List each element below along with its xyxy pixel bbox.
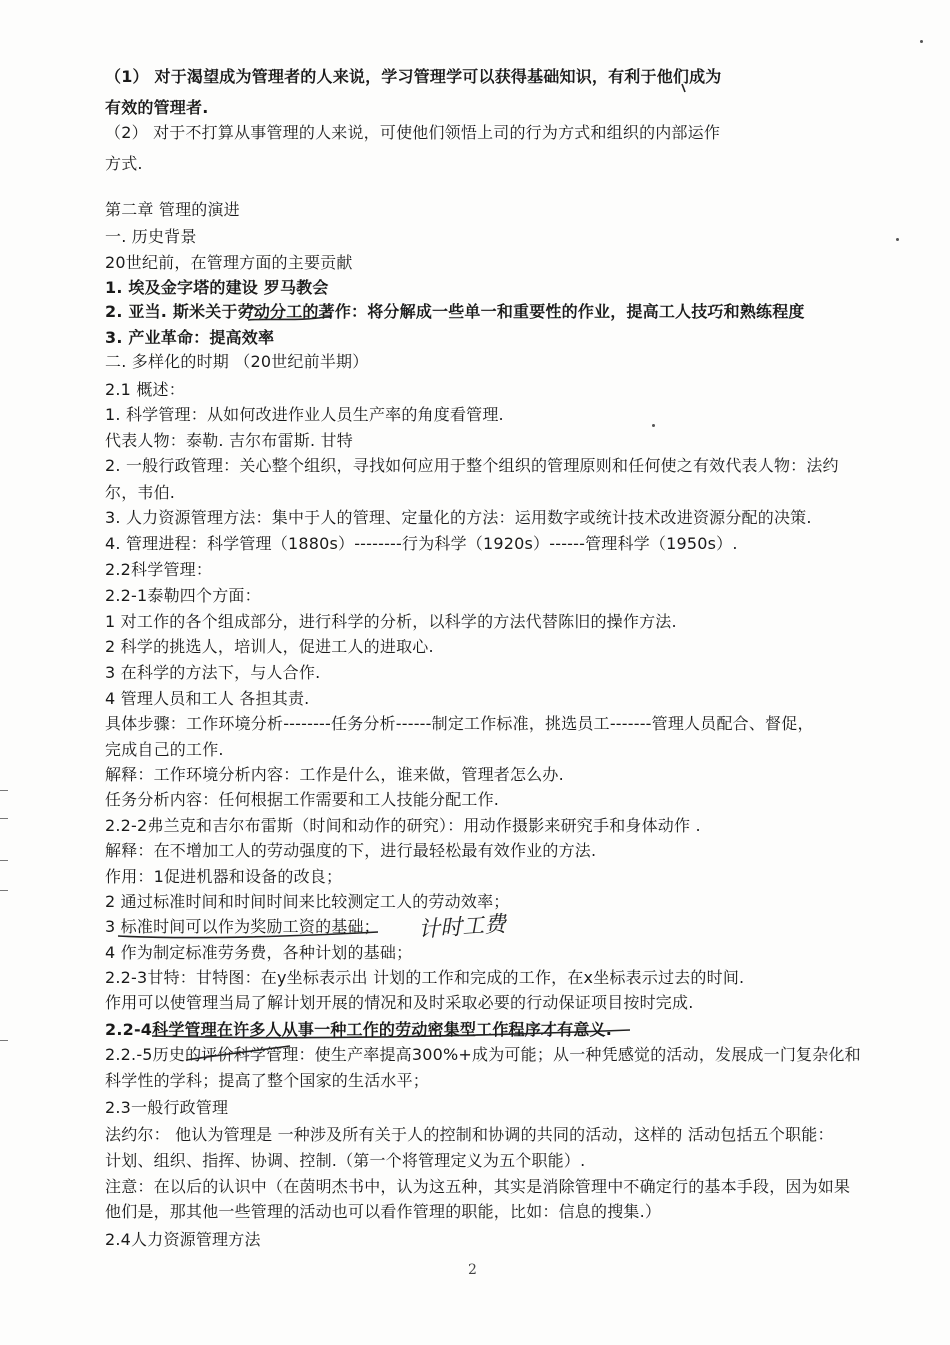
scan-edge-mark <box>0 890 8 891</box>
scan-edge-mark <box>0 818 8 819</box>
text-line: 3. 产业革命：提高效率 <box>105 328 275 347</box>
text-line: 解释：工作环境分析内容：工作是什么，谁来做，管理者怎么办. <box>105 765 564 784</box>
text-line: 尔，韦伯. <box>105 483 176 502</box>
text-line: 2.2-4科学管理在许多人从事一种工作的劳动密集型工作程序才有意义. <box>105 1020 612 1039</box>
text-line: 20世纪前，在管理方面的主要贡献 <box>105 253 353 272</box>
text-line: 4 管理人员和工人 各担其责. <box>105 689 310 708</box>
text-line: 1. 科学管理：从如何改进作业人员生产率的角度看管理. <box>105 405 504 424</box>
text-line: 2. 亚当. 斯米关于劳动分工的著作：将分解成一些单一和重要性的作业，提高工人技巧和熟练程度 <box>105 302 805 321</box>
text-line: 科学性的学科；提高了整个国家的生活水平； <box>105 1071 430 1090</box>
scan-edge-mark <box>0 860 8 861</box>
text-line: 注意：在以后的认识中（在茵明杰书中，认为这五种，其实是消除管理中不确定行的基本手段，因为如果 <box>105 1177 851 1196</box>
text-line: 2.2-3甘特：甘特图：在y坐标表示出 计划的工作和完成的工作，在x坐标表示过去的时间. <box>105 968 745 987</box>
text-line: 任务分析内容：任何根据工作需要和工人技能分配工作. <box>105 790 500 809</box>
text-line: 有效的管理者. <box>105 98 209 117</box>
text-line: 法约尔： 他认为管理是 一种涉及所有关于人的控制和协调的共同的活动，这样的 活动包括五个职能： <box>105 1125 834 1144</box>
section-heading: 2.3一般行政管理 <box>105 1098 229 1117</box>
text-line: 3 在科学的方法下，与人合作. <box>105 663 321 682</box>
text-line: 2 科学的挑选人，培训人，促进工人的进取心. <box>105 637 434 656</box>
scan-speck <box>896 238 899 241</box>
text-line: 2.1 概述： <box>105 380 185 399</box>
text-line: 1. 埃及金字塔的建设 罗马教会 <box>105 278 329 297</box>
text-line: 4. 管理进程：科学管理（1880s）--------行为科学（1920s）------管理科学（1950s）. <box>105 534 738 553</box>
text-line: 2 通过标准时间和时间时间来比较测定工人的劳动效率； <box>105 892 510 911</box>
text-line: 2.2-2弗兰克和吉尔布雷斯（时间和动作的研究）：用动作摄影来研究手和身体动作 . <box>105 816 701 835</box>
text-line: 解释：在不增加工人的劳动强度的下，进行最轻松最有效作业的方法. <box>105 841 597 860</box>
text-line: 作用：1促进机器和设备的改良； <box>105 867 343 886</box>
text-line: 2.2.-5历史的评价科学管理：使生产率提高300%+成为可能；从一种凭感觉的活动，发展成一门复杂化和 <box>105 1045 861 1064</box>
text-line: 他们是，那其他一些管理的活动也可以看作管理的职能，比如：信息的搜集.） <box>105 1202 662 1221</box>
text-line: 2.2-1泰勒四个方面： <box>105 586 261 605</box>
text-line: 方式. <box>105 154 143 173</box>
text-line: 具体步骤：工作环境分析--------任务分析------制定工作标准，挑选员工-------管理人员配合、督促， <box>105 714 814 733</box>
text-line: 4 作为制定标准劳务费，各种计划的基础； <box>105 943 413 962</box>
text-line: 计划、组织、指挥、协调、控制.（第一个将管理定义为五个职能）. <box>105 1151 586 1170</box>
text-line: 作用可以使管理当局了解计划开展的情况和及时采取必要的行动保证项目按时完成. <box>105 993 694 1012</box>
text-line: 完成自己的工作. <box>105 740 224 759</box>
chapter-title: 第二章 管理的演进 <box>105 200 240 219</box>
text-line: 2.2科学管理： <box>105 560 213 579</box>
text-line: （1） 对于渴望成为管理者的人来说，学习管理学可以获得基础知识，有利于他们成为 <box>105 67 722 86</box>
page-number: 2 <box>468 1262 477 1278</box>
section-heading: 2.4人力资源管理方法 <box>105 1230 261 1249</box>
text-line: 3. 人力资源管理方法：集中于人的管理、定量化的方法：运用数字或统计技术改进资源分配的决策. <box>105 508 812 527</box>
text-line: 1 对工作的各个组成部分，进行科学的分析，以科学的方法代替陈旧的操作方法. <box>105 612 677 631</box>
section-heading: 一. 历史背景 <box>105 227 197 246</box>
text-line: 2. 一般行政管理：关心整个组织，寻找如何应用于整个组织的管理原则和任何使之有效代表人物：法约 <box>105 456 839 475</box>
scan-speck <box>652 424 655 427</box>
scan-edge-mark <box>0 790 8 791</box>
text-line: （2） 对于不打算从事管理的人来说，可使他们领悟上司的行为方式和组织的内部运作 <box>105 123 721 142</box>
text-line: 3 标准时间可以作为奖励工资的基础； <box>105 917 380 936</box>
handwritten-note: 计时工费 <box>417 911 507 944</box>
section-heading: 二. 多样化的时期 （20世纪前半期） <box>105 352 369 371</box>
scan-speck <box>920 40 923 43</box>
scan-edge-mark <box>0 1040 8 1041</box>
text-line: 代表人物：泰勒. 吉尔布雷斯. 甘特 <box>105 431 353 450</box>
